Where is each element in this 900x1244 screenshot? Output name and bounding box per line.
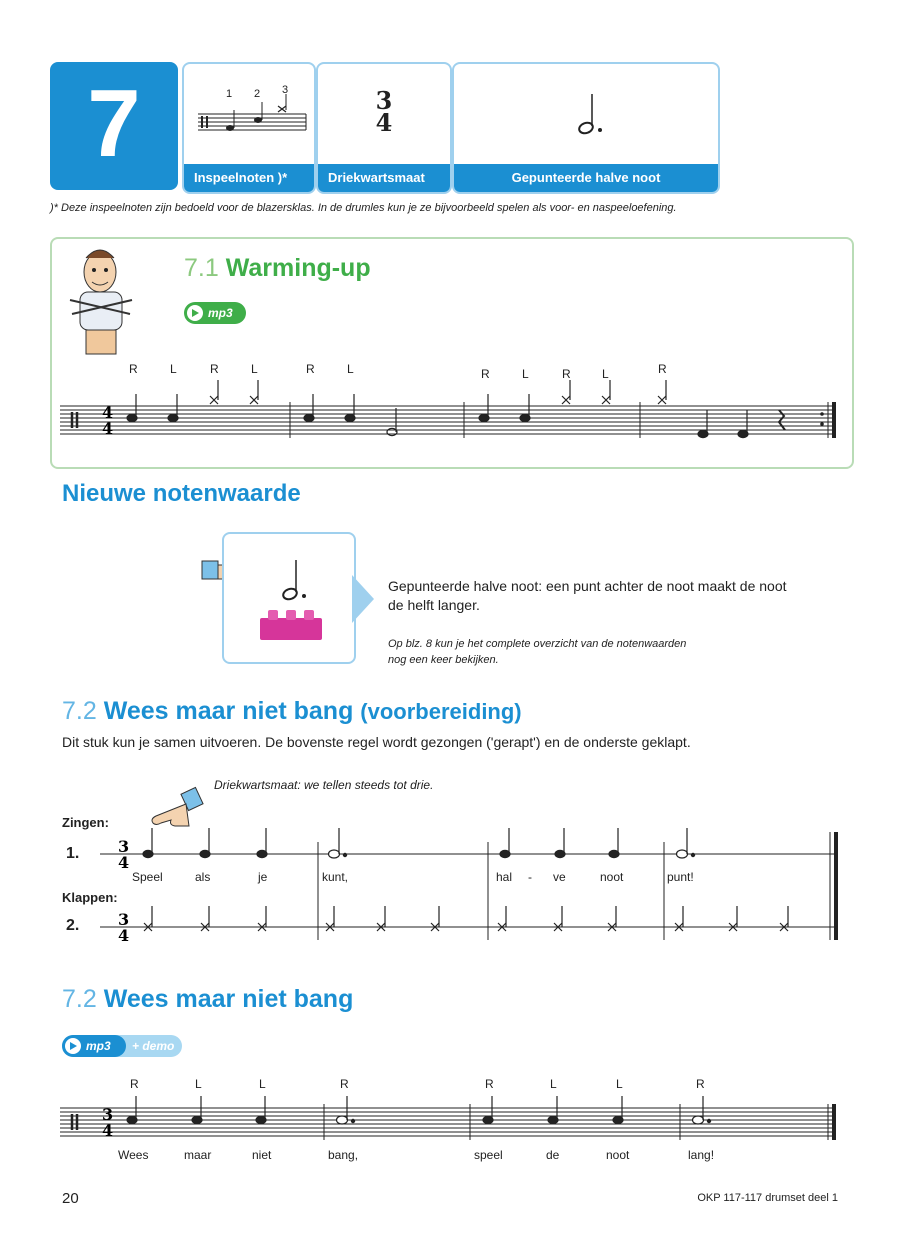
note-value-card bbox=[222, 532, 356, 664]
header-card-label: Gepunteerde halve noot bbox=[454, 164, 718, 192]
piece-heading: 7.2 Wees maar niet bang bbox=[62, 985, 354, 1013]
chapter-number: 7 bbox=[87, 70, 141, 177]
time-sig-top: 3 bbox=[118, 837, 130, 856]
sticking-letter: R bbox=[485, 1077, 494, 1091]
label-zingen: Zingen: bbox=[62, 815, 109, 830]
new-value-note: Op blz. 8 kun je het complete overzicht van de notenwaarden nog een keer bekijken. bbox=[388, 638, 687, 666]
new-value-heading: Nieuwe notenwaarde bbox=[62, 480, 301, 507]
sticking-letter: L bbox=[195, 1077, 202, 1091]
chapter-box bbox=[50, 62, 178, 190]
footnote: )* Deze inspeelnoten zijn bedoeld voor de blazersklas. In de drumles kun je ze bijvoorbeeld spelen als voor- en naspeeloefening. bbox=[50, 202, 677, 214]
sticking-letter: R bbox=[130, 1077, 139, 1091]
lyric-syllable: hal bbox=[496, 870, 513, 884]
lyric-syllable: Wees bbox=[118, 1148, 149, 1162]
inspeelnoten-staff bbox=[184, 64, 314, 164]
inspeelnoot-number-3: 3 bbox=[282, 84, 289, 96]
lyric-syllable: punt! bbox=[667, 870, 694, 884]
lyric-syllable: noot bbox=[600, 870, 624, 884]
lego-brick-icon bbox=[258, 606, 328, 646]
sticking-letter: R bbox=[562, 367, 571, 381]
label-klappen: Klappen: bbox=[62, 890, 118, 905]
lyric-syllable: je bbox=[258, 870, 268, 884]
sticking-letter: L bbox=[347, 362, 354, 376]
inspeelnoot-number-1: 1 bbox=[226, 88, 233, 100]
sticking-letter: R bbox=[306, 362, 315, 376]
page-number: 20 bbox=[62, 1190, 79, 1207]
time-sig-top: 3 bbox=[102, 1105, 114, 1124]
time-sig-bottom: 4 bbox=[102, 1121, 114, 1140]
warmup-staff bbox=[60, 380, 840, 450]
lyric-syllable: speel bbox=[474, 1148, 503, 1162]
time-sig-top: 4 bbox=[102, 403, 114, 422]
prep-score bbox=[100, 822, 845, 942]
mp3-demo-button[interactable]: mp3 + demo bbox=[62, 1035, 182, 1057]
time-sig-top: 3 bbox=[118, 910, 130, 929]
publisher-code: OKP 117-117 drumset deel 1 bbox=[697, 1192, 838, 1204]
time-signature: 3 4 bbox=[375, 86, 393, 137]
time-sig-bottom: 4 bbox=[118, 926, 130, 942]
time-sig-bottom: 4 bbox=[102, 419, 114, 438]
play-triangle-icon bbox=[192, 309, 199, 317]
lyric-syllable: als bbox=[195, 870, 211, 884]
sticking-letter: L bbox=[251, 362, 258, 376]
prep-hint: Driekwartsmaat: we tellen steeds tot drie. bbox=[214, 778, 434, 792]
sticking-letter: R bbox=[696, 1077, 705, 1091]
sticking-letter: L bbox=[550, 1077, 557, 1091]
lyric-syllable: maar bbox=[184, 1148, 212, 1162]
lyric-syllable: bang, bbox=[328, 1148, 359, 1162]
sticking-letter: R bbox=[129, 362, 138, 376]
header-card-label: Inspeelnoten )* bbox=[184, 164, 314, 192]
lyric-syllable: - bbox=[528, 870, 532, 884]
header-card-inspeelnoten bbox=[182, 62, 316, 194]
header-card-gepunteerde bbox=[452, 62, 720, 194]
sticking-letter: R bbox=[340, 1077, 349, 1091]
dotted-half-note-icon bbox=[572, 90, 612, 140]
sticking-letter: R bbox=[481, 367, 490, 381]
sticking-letter: L bbox=[259, 1077, 266, 1091]
lyric-syllable: Speel bbox=[132, 870, 163, 884]
sticking-letter: L bbox=[602, 367, 609, 381]
drummer-illustration bbox=[66, 242, 136, 357]
piece-staff bbox=[60, 1090, 840, 1150]
lyric-syllable: de bbox=[546, 1148, 560, 1162]
header-card-label: Driekwartsmaat bbox=[318, 164, 450, 192]
sticking-letter: L bbox=[616, 1077, 623, 1091]
sticking-letter: R bbox=[658, 362, 667, 376]
warmup-heading: 7.1 Warming-up bbox=[184, 254, 371, 282]
prep-heading: 7.2 Wees maar niet bang (voorbereiding) bbox=[62, 697, 522, 725]
line-2-number: 2. bbox=[66, 917, 80, 934]
lyric-syllable: niet bbox=[252, 1148, 272, 1162]
inspeelnoot-number-2: 2 bbox=[254, 88, 261, 100]
callout-arrow bbox=[352, 575, 374, 623]
sticking-letter: L bbox=[170, 362, 177, 376]
sticking-letter: R bbox=[210, 362, 219, 376]
sticking-letter: L bbox=[522, 367, 529, 381]
prep-intro: Dit stuk kun je samen uitvoeren. De bovenste regel wordt gezongen ('gerapt') en de onderste geklapt. bbox=[62, 734, 691, 750]
lyric-syllable: lang! bbox=[688, 1148, 715, 1162]
mp3-button[interactable]: mp3 bbox=[184, 302, 246, 324]
lyric-syllable: ve bbox=[553, 870, 566, 884]
dotted-half-note-icon bbox=[276, 556, 316, 606]
lyric-syllable: kunt, bbox=[322, 870, 349, 884]
header-card-driekwartsmaat bbox=[316, 62, 452, 194]
time-sig-bottom: 4 bbox=[118, 853, 130, 872]
play-triangle-icon bbox=[70, 1042, 77, 1050]
new-value-text: Gepunteerde halve noot: een punt achter de noot maakt de noot de helft langer. bbox=[388, 578, 787, 613]
line-1-number: 1. bbox=[66, 845, 80, 862]
lyric-syllable: noot bbox=[606, 1148, 630, 1162]
